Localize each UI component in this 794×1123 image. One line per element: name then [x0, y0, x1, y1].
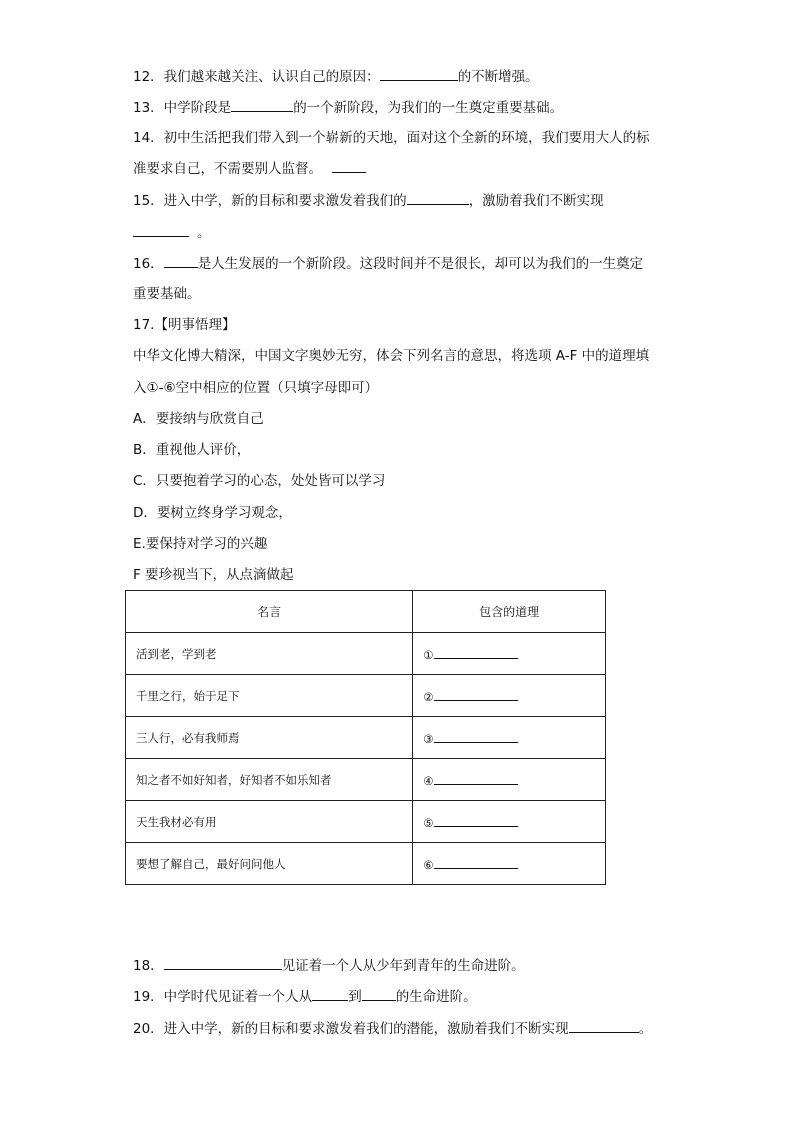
option-c — [133, 471, 385, 491]
q16-answer-blank[interactable] — [164, 253, 198, 268]
q20-answer-blank[interactable] — [569, 1018, 639, 1033]
q14-text-line2: 准要求自己，不需要别人监督。 — [133, 161, 322, 177]
quote-table — [125, 590, 606, 885]
option-c-text: C．只要抱着学习的心态，处处皆可以学习 — [133, 473, 386, 489]
q14-answer-blank[interactable] — [332, 158, 366, 173]
q12-answer-blank[interactable] — [380, 66, 458, 81]
q18-suffix: 见证着一个人从少年到青年的生命进阶。 — [281, 958, 525, 974]
quote-cell: 三人行，必有我师焉 — [126, 717, 413, 759]
answer-blank-3[interactable] — [434, 730, 518, 743]
answer-blank-6[interactable] — [434, 856, 518, 869]
quote-cell: 要想了解自己，最好问问他人 — [126, 843, 413, 885]
q19-mid: 到 — [348, 989, 362, 1005]
table-row — [126, 843, 606, 885]
question-17-intro-line2 — [133, 378, 378, 398]
q16-suffix: 是人生发展的一个新阶段。这段时间并不是很长，却可以为我们的一生奠定 — [197, 256, 644, 272]
q19-answer-blank-2[interactable] — [362, 986, 396, 1001]
answer-mark: ⑤ — [423, 815, 434, 830]
question-15-line1 — [133, 190, 604, 211]
q12-suffix: 的不断增强。 — [457, 69, 539, 85]
question-20 — [133, 1018, 652, 1039]
option-f-text: F 要珍视当下，从点滴做起 — [133, 567, 294, 583]
q16-text-line2: 重要基础。 — [133, 286, 201, 302]
q13-answer-blank[interactable] — [231, 97, 293, 112]
option-e-text: E.要保持对学习的兴趣 — [133, 536, 268, 552]
table-row — [126, 717, 606, 759]
question-16-line2 — [133, 284, 201, 304]
q19-answer-blank-1[interactable] — [312, 986, 348, 1001]
q13-suffix: 的一个新阶段，为我们的一生奠定重要基础。 — [293, 100, 564, 116]
q15-suffix: ，激励着我们不断实现 — [468, 193, 604, 209]
option-a — [133, 409, 264, 429]
answer-cell — [413, 717, 606, 759]
q15-answer-blank-1[interactable] — [407, 190, 469, 205]
answer-blank-4[interactable] — [434, 772, 518, 785]
quote-cell: 知之者不如好知者，好知者不如乐知者 — [126, 759, 413, 801]
answer-cell — [413, 843, 606, 885]
option-f — [133, 565, 294, 585]
quote-cell: 天生我材必有用 — [126, 801, 413, 843]
answer-cell — [413, 633, 606, 675]
q19-prefix: 19．中学时代见证着一个人从 — [133, 989, 313, 1005]
q13-prefix: 13．中学阶段是 — [133, 100, 232, 116]
answer-mark: ② — [423, 689, 434, 704]
table-row — [126, 801, 606, 843]
question-13 — [133, 97, 563, 118]
answer-blank-1[interactable] — [434, 646, 518, 659]
quote-cell: 千里之行，始于足下 — [126, 675, 413, 717]
q15-answer-blank-2[interactable] — [133, 222, 189, 237]
question-14-line1 — [133, 128, 650, 148]
q20-prefix: 20．进入中学，新的目标和要求激发着我们的潜能，激励着我们不断实现 — [133, 1021, 569, 1037]
option-e — [133, 534, 267, 554]
answer-cell — [413, 759, 606, 801]
answer-blank-5[interactable] — [434, 814, 518, 827]
question-17-title — [133, 315, 235, 335]
answer-blank-2[interactable] — [434, 688, 518, 701]
table-row — [126, 675, 606, 717]
question-16-line1 — [133, 253, 643, 274]
answer-mark: ⑥ — [423, 857, 434, 872]
q18-answer-blank[interactable] — [164, 955, 282, 970]
question-12 — [133, 66, 539, 87]
answer-cell — [413, 801, 606, 843]
option-b-text: B．重视他人评价， — [133, 442, 251, 458]
question-14-line2 — [133, 158, 366, 179]
question-15-line2 — [133, 222, 211, 243]
option-d-text: D．要树立终身学习观念， — [133, 505, 292, 521]
q16-prefix: 16． — [133, 256, 164, 272]
question-17-intro-line1 — [133, 346, 649, 366]
answer-cell — [413, 675, 606, 717]
q17-intro2: 入①-⑥空中相应的位置（只填字母即可） — [133, 380, 379, 396]
header-quote: 名言 — [126, 591, 413, 633]
q15-prefix: 15．进入中学，新的目标和要求激发着我们的 — [133, 193, 407, 209]
option-d — [133, 503, 292, 523]
q19-suffix: 的生命进阶。 — [395, 989, 477, 1005]
table-header-row — [126, 591, 606, 633]
answer-mark: ① — [423, 647, 434, 662]
question-19 — [133, 986, 477, 1007]
q17-intro1: 中华文化博大精深，中国文字奥妙无穷，体会下列名言的意思，将选项 A-F 中的道理填 — [133, 348, 650, 364]
option-b — [133, 440, 250, 460]
q18-prefix: 18． — [133, 958, 164, 974]
q20-suffix: 。 — [638, 1021, 653, 1037]
quote-cell: 活到老，学到老 — [126, 633, 413, 675]
q14-text-line1: 14．初中生活把我们带入到一个崭新的天地，面对这个全新的环境，我们要用大人的标 — [133, 130, 650, 146]
q17-title: 17.【明事悟理】 — [133, 317, 236, 333]
answer-mark: ③ — [423, 731, 434, 746]
header-principle: 包含的道理 — [413, 591, 606, 633]
q12-prefix: 12．我们越来越关注、认识自己的原因： — [133, 69, 380, 85]
table-row — [126, 633, 606, 675]
answer-mark: ④ — [423, 773, 434, 788]
question-18 — [133, 955, 525, 976]
option-a-text: A．要接纳与欣赏自己 — [133, 411, 264, 427]
table-row — [126, 759, 606, 801]
q15-end: 。 — [197, 225, 211, 241]
